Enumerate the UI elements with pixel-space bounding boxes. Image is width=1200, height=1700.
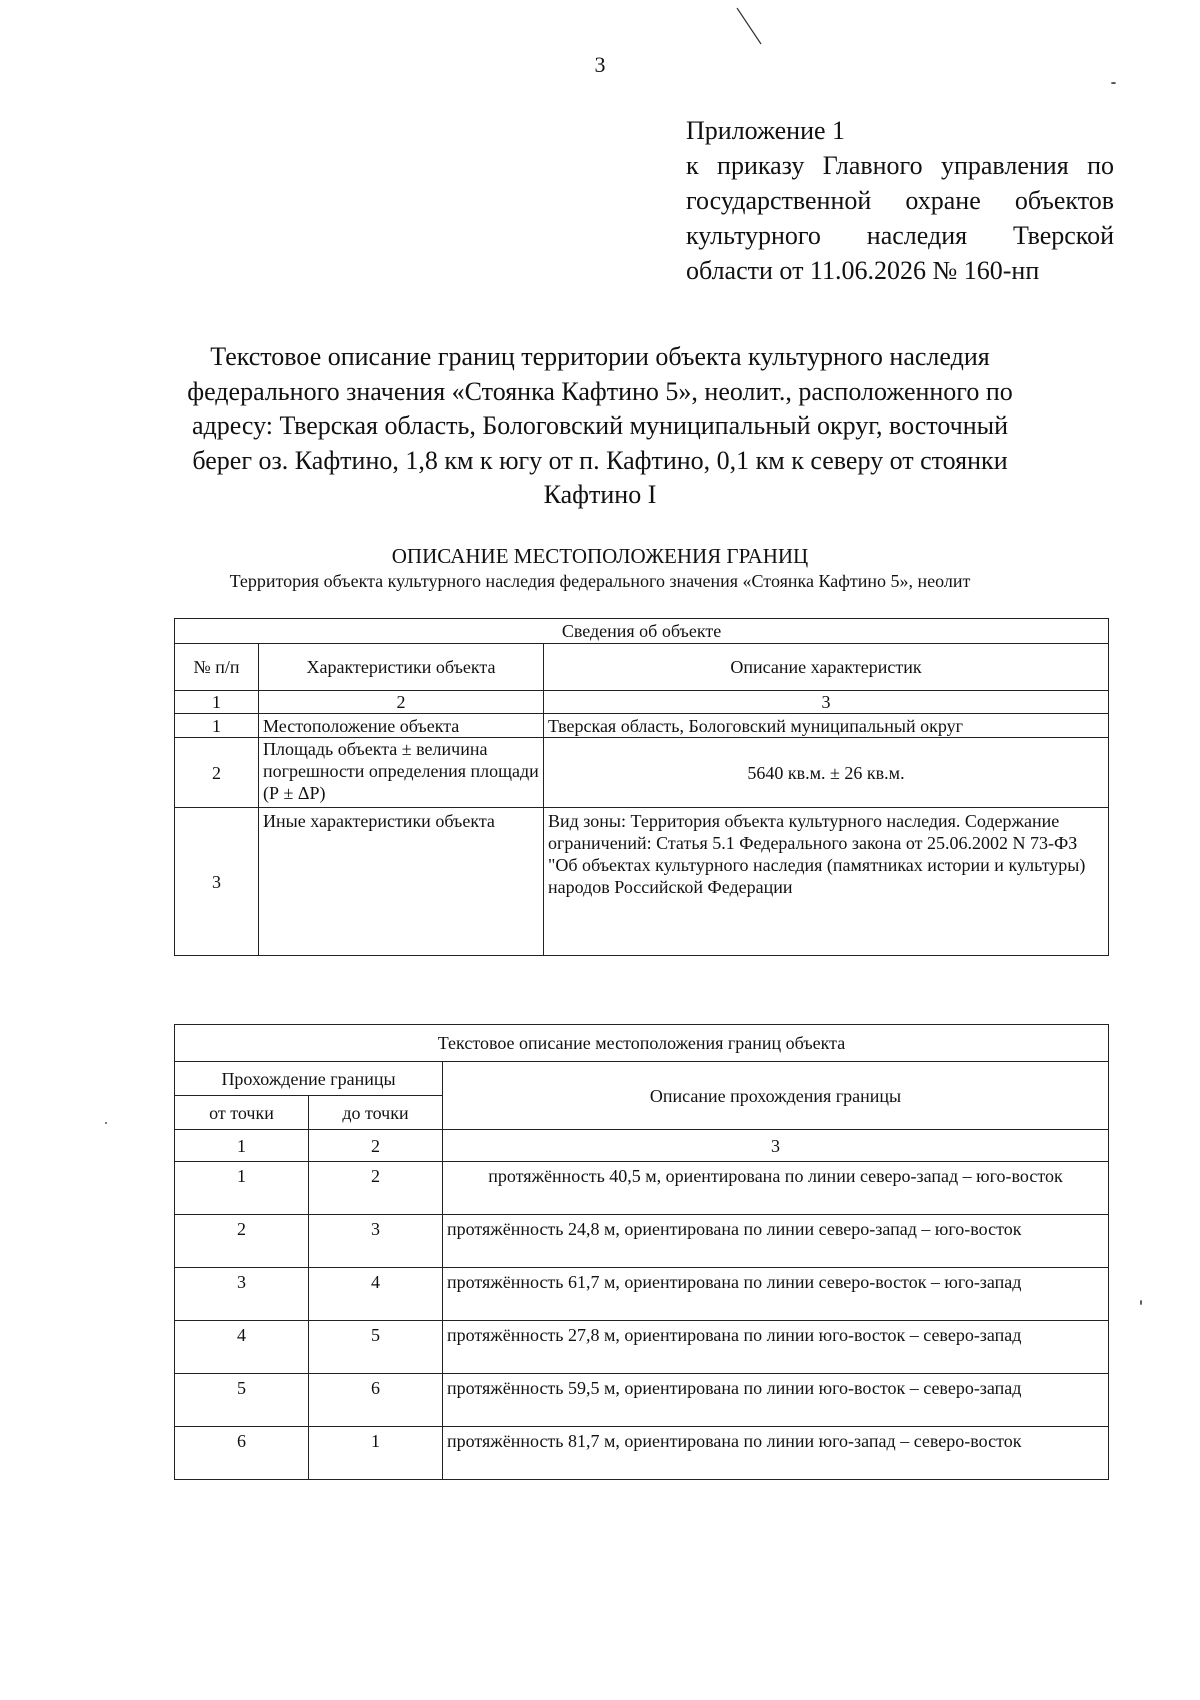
column-number: 3 (544, 691, 1109, 714)
boundary-description: протяжённость 27,8 м, ориентирована по линии юго-восток – северо-запад (443, 1321, 1109, 1374)
appendix-line: государственной охране объектов (686, 186, 1114, 215)
from-point: 3 (175, 1268, 309, 1321)
row-value: Тверская область, Бологовский муниципальный округ (544, 714, 1109, 738)
section-subtitle: Территория объекта культурного наследия федерального значения «Стоянка Кафтино 5», неолит (229, 571, 971, 591)
row-value: Вид зоны: Территория объекта культурного наследия. Содержание ограничений: Статья 5.1 Федерального закона от 25.06.2002 N 73-ФЗ "Об объектах культурного наследия (памятниках истории и культуры) народов Российской Федерации (544, 808, 1109, 956)
to-point: 3 (309, 1215, 443, 1268)
title-line: берег оз. Кафтино, 1,8 км к югу от п. Кафтино, 0,1 км к северу от стоянки (192, 445, 1008, 475)
object-info-table (174, 618, 1109, 956)
boundary-description: протяжённость 81,7 м, ориентирована по линии юго-запад – северо-восток (443, 1427, 1109, 1480)
to-point: 1 (309, 1427, 443, 1480)
to-point: 5 (309, 1321, 443, 1374)
from-point: 5 (175, 1374, 309, 1427)
scan-mark (735, 6, 765, 46)
page-number: 3 (594, 52, 606, 77)
column-number: 2 (259, 691, 544, 714)
row-number: 2 (175, 738, 259, 808)
row-name: Иные характеристики объекта (259, 808, 544, 956)
from-point: 2 (175, 1215, 309, 1268)
row-number: 3 (175, 808, 259, 956)
from-point: 4 (175, 1321, 309, 1374)
table-row (175, 1427, 1109, 1480)
to-point: 6 (309, 1374, 443, 1427)
title-line: адресу: Тверская область, Бологовский муниципальный округ, восточный (191, 411, 1009, 440)
table-row (175, 714, 1109, 738)
column-group-header: Прохождение границы (175, 1062, 443, 1096)
table-row (175, 1321, 1109, 1374)
table-caption: Сведения об объекте (175, 619, 1109, 644)
column-number: 2 (309, 1130, 443, 1162)
boundary-description-table (174, 1024, 1109, 1480)
column-header: Характеристики объекта (259, 644, 544, 691)
table-row (175, 1215, 1109, 1268)
column-number: 1 (175, 1130, 309, 1162)
to-point: 2 (309, 1162, 443, 1215)
section-title: ОПИСАНИЕ МЕСТОПОЛОЖЕНИЯ ГРАНИЦ (391, 544, 809, 568)
title-line: Текстовое описание границ территории объекта культурного наследия (210, 342, 990, 371)
appendix-line: к приказу Главного управления по (686, 151, 1114, 180)
scan-speck (1140, 1300, 1142, 1305)
appendix-line: Приложение 1 (686, 116, 846, 145)
title-line: федерального значения «Стоянка Кафтино 5», неолит., расположенного по (187, 376, 1013, 406)
column-header: от точки (175, 1096, 309, 1130)
column-number: 1 (175, 691, 259, 714)
to-point: 4 (309, 1268, 443, 1321)
table-row (175, 1374, 1109, 1427)
title-line: Кафтино I (543, 480, 657, 509)
column-header: до точки (309, 1096, 443, 1130)
boundary-description: протяжённость 40,5 м, ориентирована по линии северо-запад – юго-восток (443, 1162, 1109, 1215)
scan-speck (1111, 82, 1116, 84)
column-number: 3 (443, 1130, 1109, 1162)
scan-speck (105, 1122, 107, 1124)
boundary-description: протяжённость 24,8 м, ориентирована по линии северо-запад – юго-восток (443, 1215, 1109, 1268)
from-point: 1 (175, 1162, 309, 1215)
table-caption: Текстовое описание местоположения границ объекта (175, 1025, 1109, 1062)
boundary-description: протяжённость 59,5 м, ориентирована по линии юго-восток – северо-запад (443, 1374, 1109, 1427)
appendix-line: области от 11.06.2026 № 160-нп (686, 256, 1040, 285)
row-value: 5640 кв.м. ± 26 кв.м. (544, 738, 1109, 808)
row-number: 1 (175, 714, 259, 738)
row-name: Площадь объекта ± величина погрешности определения площади (Р ± ΔР) (259, 738, 544, 808)
document-title (150, 340, 1050, 513)
column-header: Описание прохождения границы (443, 1062, 1109, 1130)
table-row (175, 1162, 1109, 1215)
table-row (175, 808, 1109, 956)
appendix-block (686, 113, 1114, 288)
row-name: Местоположение объекта (259, 714, 544, 738)
table-row (175, 1268, 1109, 1321)
appendix-line: культурного наследия Тверской (686, 221, 1114, 250)
column-header: Описание характеристик (544, 644, 1109, 691)
column-header: № п/п (175, 644, 259, 691)
boundary-description: протяжённость 61,7 м, ориентирована по линии северо-восток – юго-запад (443, 1268, 1109, 1321)
table-row (175, 738, 1109, 808)
from-point: 6 (175, 1427, 309, 1480)
